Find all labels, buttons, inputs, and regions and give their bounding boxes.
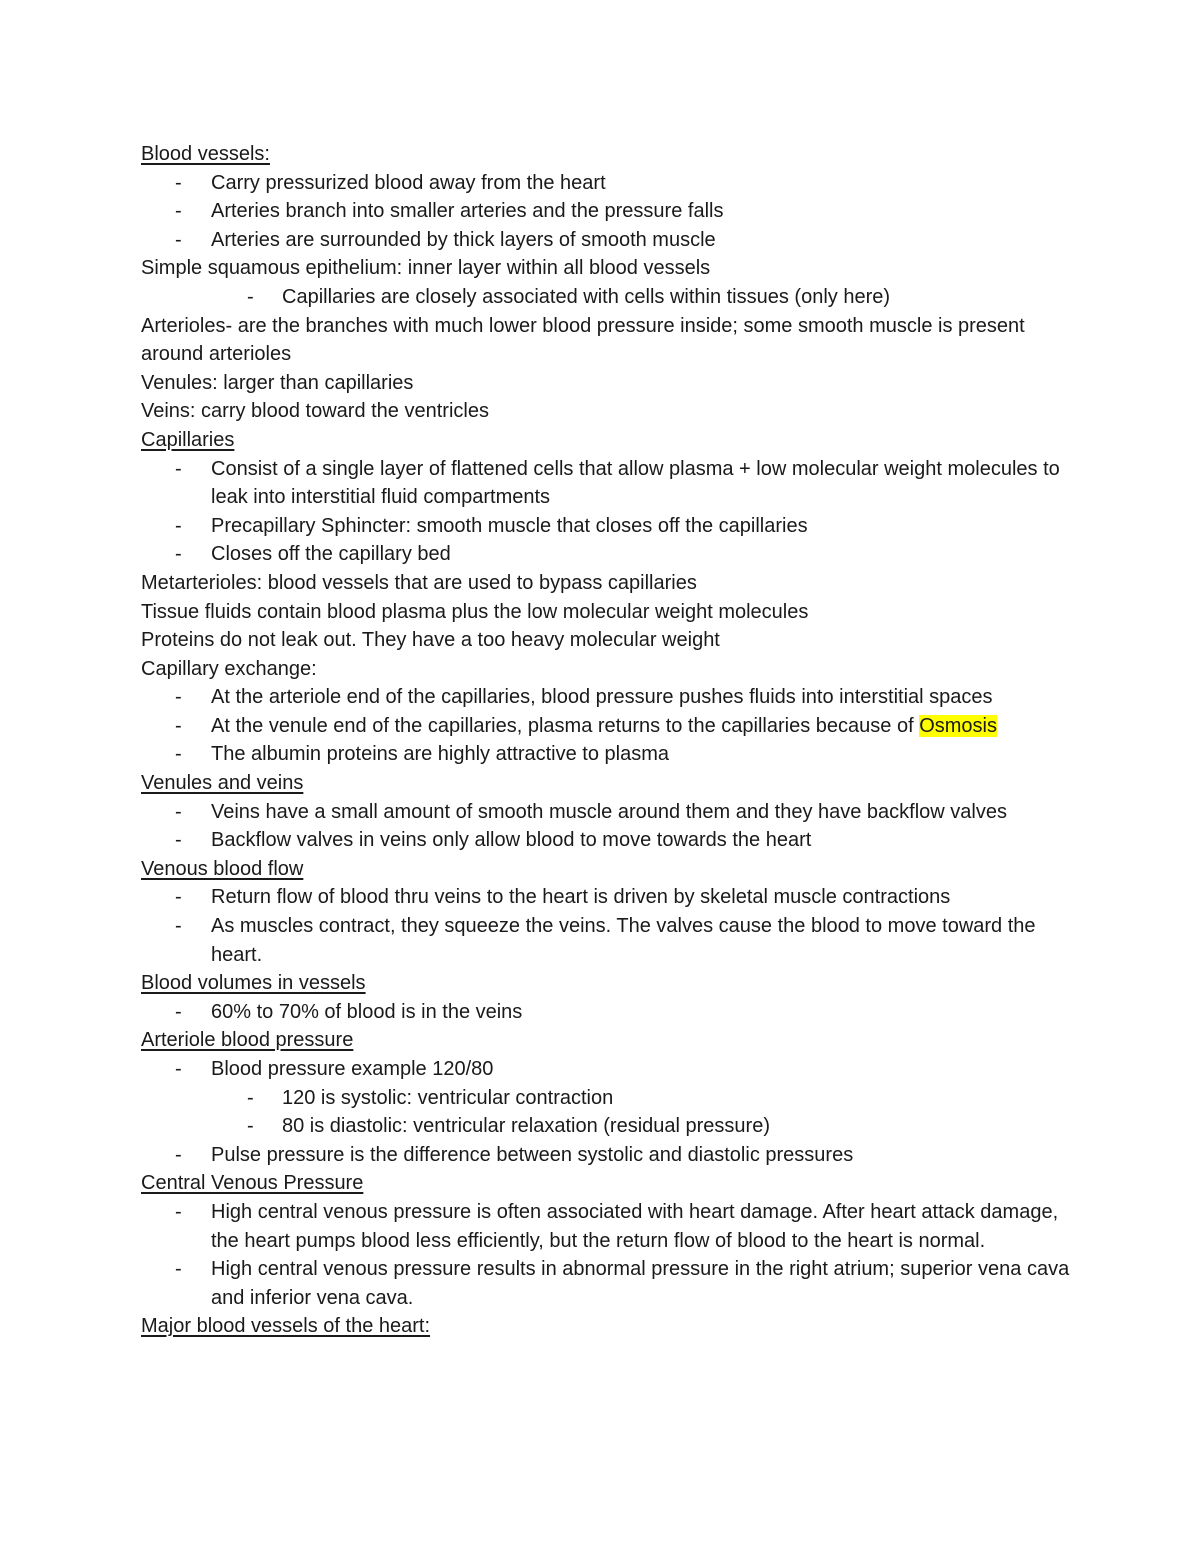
bullet-dash: - [175, 800, 182, 823]
text-tissue-fluids: Tissue fluids contain blood plasma plus the low molecular weight molecules [141, 600, 809, 623]
bullet-dash: - [175, 714, 182, 737]
list-item [141, 540, 1081, 569]
list-item [141, 1141, 1081, 1170]
list-item-text: As muscles contract, they squeeze the veins. The valves cause the blood to move toward the heart. [211, 915, 1036, 966]
bullet-dash: - [247, 1086, 254, 1109]
list-item [141, 169, 1081, 198]
heading-blood-volumes: Blood volumes in vessels [141, 972, 366, 995]
bullet-dash: - [175, 886, 182, 909]
list-item-text: 60% to 70% of blood is in the veins [211, 1000, 523, 1023]
bullet-dash: - [175, 1258, 182, 1281]
list-item-text: High central venous pressure is often associated with heart damage. After heart attack damage, the heart pumps blood less efficiently, but the return flow of blood to the heart is normal. [211, 1200, 1059, 1252]
list-item-text: Backflow valves in veins only allow blood to move towards the heart [211, 829, 812, 852]
list-item [141, 740, 1081, 769]
list-item-text: Return flow of blood thru veins to the heart is driven by skeletal muscle contractions [211, 886, 951, 909]
list-item [141, 912, 1081, 969]
list-item [141, 455, 1081, 512]
list-item [141, 683, 1081, 712]
highlighted-term-osmosis: Osmosis [919, 714, 997, 737]
heading-arteriole-blood-pressure: Arteriole blood pressure [141, 1029, 354, 1052]
heading-major-blood-vessels: Major blood vessels of the heart: [141, 1315, 431, 1338]
list-item [141, 1084, 1081, 1113]
bullet-dash: - [175, 514, 182, 537]
heading-capillaries: Capillaries [141, 428, 235, 451]
list-item-text: The albumin proteins are highly attractive to plasma [211, 743, 670, 766]
text-simple-squamous: Simple squamous epithelium: inner layer within all blood vessels [141, 257, 711, 280]
list-item [141, 283, 1081, 312]
heading-venules-and-veins: Venules and veins [141, 772, 304, 795]
list-item [141, 1112, 1081, 1141]
list-item [141, 1055, 1081, 1084]
text-veins: Veins: carry blood toward the ventricles [141, 400, 489, 423]
list-item-text: Blood pressure example 120/80 [211, 1058, 494, 1080]
list-item-text: Precapillary Sphincter: smooth muscle that closes off the capillaries [211, 514, 808, 537]
bullet-dash: - [175, 200, 182, 223]
text-arterioles: Arterioles- are the branches with much lower blood pressure inside; some smooth muscle is present around arterioles [141, 314, 1025, 366]
bullet-dash: - [175, 686, 182, 709]
list-item-text: High central venous pressure results in abnormal pressure in the right atrium; superior vena cava and inferior vena cava. [211, 1258, 1070, 1309]
list-item [141, 1255, 1081, 1312]
list-item [141, 226, 1081, 255]
text-metarterioles: Metarterioles: blood vessels that are used to bypass capillaries [141, 571, 697, 594]
list-item [141, 883, 1081, 912]
list-item-text: At the venule end of the capillaries, plasma returns to the capillaries because of [211, 714, 920, 737]
bullet-dash: - [175, 1200, 182, 1223]
bullet-dash: - [175, 457, 182, 480]
document-page [141, 140, 1081, 1341]
list-item [141, 712, 1081, 741]
list-item-text: Veins have a small amount of smooth muscle around them and they have backflow valves [211, 800, 1007, 823]
list-item-text: Pulse pressure is the difference between systolic and diastolic pressures [211, 1143, 854, 1166]
list-item-text: 120 is systolic: ventricular contraction [282, 1086, 614, 1109]
text-proteins: Proteins do not leak out. They have a too heavy molecular weight [141, 629, 720, 652]
heading-venous-blood-flow: Venous blood flow [141, 857, 304, 880]
bullet-dash: - [175, 1143, 182, 1166]
bullet-dash: - [175, 228, 182, 251]
list-item-text: Consist of a single layer of flattened cells that allow plasma + low molecular weight molecules to leak into interstitial fluid compartments [211, 457, 1060, 509]
list-item [141, 998, 1081, 1027]
bullet-dash: - [247, 285, 254, 308]
list-item-text: Arteries are surrounded by thick layers of smooth muscle [211, 228, 716, 251]
list-item-text: Carry pressurized blood away from the heart [211, 171, 606, 194]
heading-blood-vessels: Blood vessels: [141, 143, 270, 165]
list-item [141, 1198, 1081, 1255]
list-item-text: At the arteriole end of the capillaries, blood pressure pushes fluids into interstitial spaces [211, 686, 993, 709]
bullet-dash: - [175, 543, 182, 566]
text-capillary-exchange: Capillary exchange: [141, 657, 317, 680]
list-item-text: Closes off the capillary bed [211, 543, 451, 566]
bullet-dash: - [175, 829, 182, 852]
list-item-text: Arteries branch into smaller arteries and the pressure falls [211, 200, 724, 223]
bullet-dash: - [175, 743, 182, 766]
text-venules: Venules: larger than capillaries [141, 371, 414, 394]
heading-central-venous-pressure: Central Venous Pressure [141, 1172, 364, 1195]
list-item-text: 80 is diastolic: ventricular relaxation (residual pressure) [282, 1115, 770, 1138]
list-item [141, 798, 1081, 827]
list-item [141, 197, 1081, 226]
bullet-dash: - [175, 171, 182, 194]
bullet-dash: - [175, 1058, 182, 1080]
list-item-text: Capillaries are closely associated with cells within tissues (only here) [282, 285, 891, 308]
bullet-dash: - [247, 1115, 254, 1138]
bullet-dash: - [175, 915, 182, 938]
bullet-dash: - [175, 1000, 182, 1023]
list-item [141, 826, 1081, 855]
list-item [141, 512, 1081, 541]
